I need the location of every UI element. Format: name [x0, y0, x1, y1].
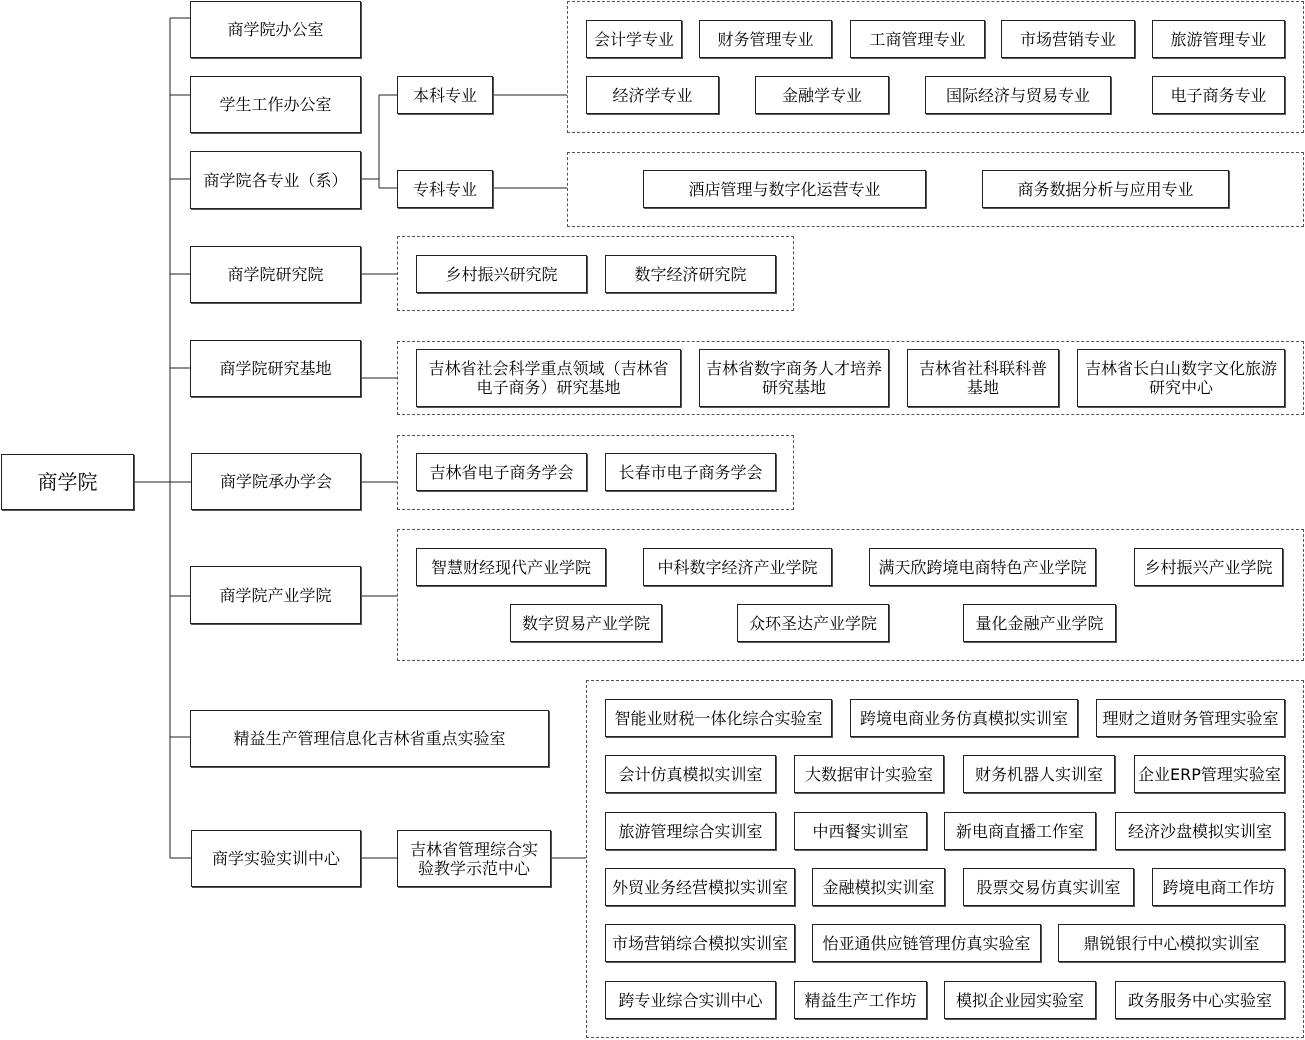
institute-item: 乡村振兴研究院	[416, 255, 587, 293]
base-item: 吉林省社科联科普 基地	[907, 349, 1059, 407]
lab-item: 鼎锐银行中心模拟实训室	[1058, 924, 1285, 962]
lab-item: 财务机器人实训室	[963, 755, 1115, 793]
lab-item: 会计仿真模拟实训室	[605, 755, 776, 793]
lab-item: 政务服务中心实验室	[1115, 981, 1285, 1019]
major-item: 经济学专业	[586, 76, 719, 114]
lab-item: 中西餐实训室	[794, 812, 927, 850]
lab-item: 模拟企业园实验室	[944, 981, 1096, 1019]
industry-college-item: 智慧财经现代产业学院	[416, 548, 606, 586]
dept-office: 商学院办公室	[190, 1, 361, 58]
lab-item: 怡亚通供应链管理仿真实验室	[812, 924, 1041, 962]
lab-item: 理财之道财务管理实验室	[1096, 699, 1285, 737]
lab-item: 跨专业综合实训中心	[605, 981, 776, 1019]
major-item: 会计学专业	[586, 20, 682, 58]
lab-item: 金融模拟实训室	[812, 868, 945, 906]
institute-item: 数字经济研究院	[605, 255, 776, 293]
lab-item: 智能业财税一体化综合实验室	[605, 699, 832, 737]
major-item: 国际经济与贸易专业	[925, 76, 1111, 114]
lab-item: 精益生产工作坊	[794, 981, 927, 1019]
lab-item: 股票交易仿真实训室	[963, 868, 1134, 906]
base-item: 吉林省社会科学重点领域（吉林省 电子商务）研究基地	[416, 349, 681, 407]
dept-societies: 商学院承办学会	[191, 453, 361, 510]
major-item: 财务管理专业	[699, 20, 832, 58]
lab-item: 跨境电商工作坊	[1152, 868, 1285, 906]
dept-research-institute: 商学院研究院	[190, 246, 361, 303]
major-item: 市场营销专业	[1001, 20, 1135, 58]
society-item: 长春市电子商务学会	[605, 453, 776, 491]
dept-industry-college: 商学院产业学院	[190, 566, 361, 624]
vocational-item: 酒店管理与数字化运营专业	[643, 170, 926, 208]
industry-college-item: 乡村振兴产业学院	[1134, 548, 1283, 586]
lab-item: 新电商直播工作室	[944, 812, 1096, 850]
industry-college-item: 众环圣达产业学院	[737, 604, 889, 642]
lab-item: 经济沙盘模拟实训室	[1115, 812, 1285, 850]
major-item: 工商管理专业	[850, 20, 985, 58]
major-item: 旅游管理专业	[1152, 20, 1285, 58]
dept-research-base: 商学院研究基地	[190, 340, 361, 397]
dept-key-lab: 精益生产管理信息化吉林省重点实验室	[190, 710, 549, 767]
dept-majors: 商学院各专业（系）	[190, 151, 361, 209]
industry-college-item: 满天欣跨境电商特色产业学院	[869, 548, 1096, 586]
base-item: 吉林省长白山数字文化旅游 研究中心	[1077, 349, 1285, 407]
vocational-label: 专科专业	[397, 170, 493, 208]
undergrad-label: 本科专业	[397, 76, 493, 114]
lab-item: 旅游管理综合实训室	[605, 812, 776, 850]
dept-training-center: 商学实验实训中心	[191, 830, 361, 887]
major-item: 电子商务专业	[1152, 76, 1285, 114]
dept-student-office: 学生工作办公室	[190, 76, 361, 133]
lab-item: 市场营销综合模拟实训室	[605, 924, 795, 962]
major-item: 金融学专业	[755, 76, 889, 114]
lab-item: 大数据审计实验室	[794, 755, 944, 793]
base-item: 吉林省数字商务人才培养 研究基地	[699, 349, 889, 407]
industry-college-item: 中科数字经济产业学院	[643, 548, 832, 586]
root-node: 商学院	[1, 454, 134, 510]
demo-center: 吉林省管理综合实 验教学示范中心	[397, 830, 551, 887]
lab-item: 外贸业务经营模拟实训室	[605, 868, 795, 906]
industry-college-item: 数字贸易产业学院	[510, 604, 662, 642]
industry-college-item: 量化金融产业学院	[963, 604, 1116, 642]
lab-item: 企业ERP管理实验室	[1134, 755, 1285, 793]
society-item: 吉林省电子商务学会	[416, 453, 587, 491]
lab-item: 跨境电商业务仿真模拟实训室	[850, 699, 1078, 737]
vocational-item: 商务数据分析与应用专业	[982, 170, 1229, 208]
